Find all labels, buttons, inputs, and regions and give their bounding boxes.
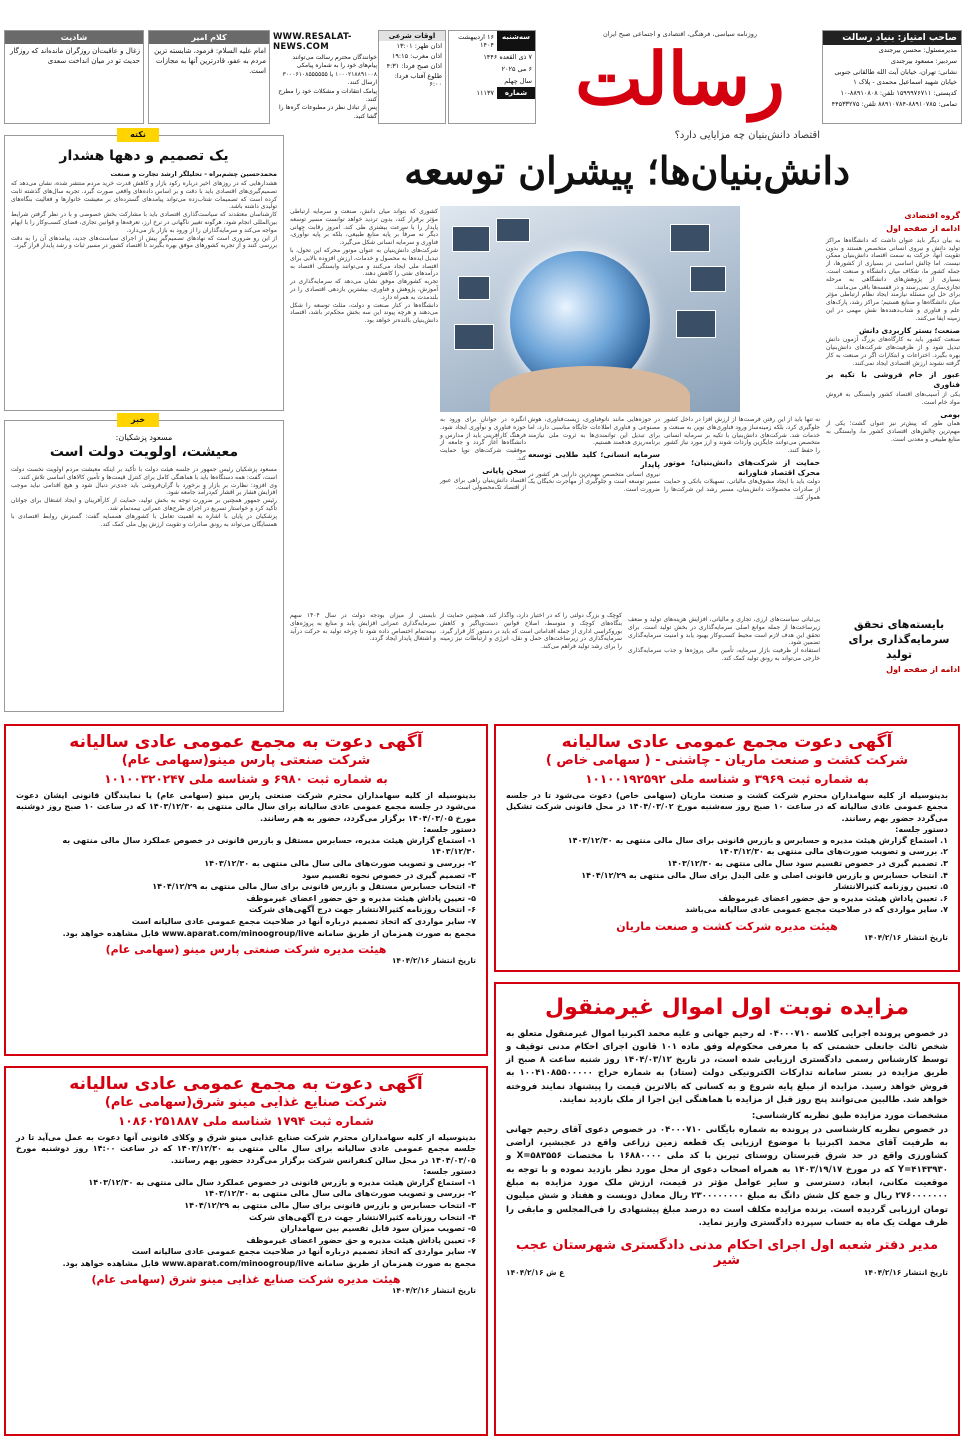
ad-mariyan-assembly [494,724,960,972]
ad-company: شرکت کشت و صنعت ماریان - چاشنی - ( سهامی خاص ) [545,753,909,769]
publisher-info-box [822,30,962,124]
ad-company: شرکت صنایع غذایی مینو شرق(سهامی عام) [104,1095,388,1111]
ad-pars-minoo-assembly [4,724,488,1056]
investment-column-e [440,612,622,712]
paragraph: اقتصاد دانش‌بنیان راهی برای عبور از اقتصاد تک‌محصولی است. [440,476,526,492]
paragraph: یکی از آسیب‌های اقتصاد کشور وابستگی به فروش مواد خام است. [826,390,960,406]
sms-info: پیامک انتقادات و مشکلات خود را مطرح کنند. [278,87,377,103]
prayer-times-box [378,30,446,124]
sms-info: ۱۰۰۰۲۱۸۸۹۱۰۰۸ یا ۳۰۰۰۶۱۰۸۵۵۵۵۵۵ ارسال کنند. [282,70,377,87]
note-byline: محمدحسین چشم‌براه - تحلیلگر ارشد تجارت و صنعت [110,170,277,178]
prayer-time: اذان صبح فردا: ۴:۳۱ [386,62,442,70]
agenda-item: ۴- انتخاب حسابرس مستقل و بازرس قانونی برای سال مالی منتهی به ۱۴۰۴/۱۲/۲۹ [152,882,476,892]
ad-title: آگهی دعوت مجمع عمومی عادی سالیانه [561,732,893,752]
ad-note: مجمع به صورت همزمان از طریق سامانه www.aparat.com/minoogroup/live قابل مشاهده خواهد بود. [62,928,476,938]
agenda-item: ۵- تصویب میزان سود قابل تقسیم بین سهامداران [280,1224,476,1234]
ad-note: مجمع به صورت همزمان از طریق سامانه www.aparat.com/minoogroup/live قابل مشاهده خواهد بود. [62,1259,476,1269]
paragraph: کوچک و بزرگ دولتی را که در اختیار دارد، واگذار کند. همچنین حمایت از بنگاه‌های کوچک و متوسط، اصلاح قوانین دست‌وپاگیر و کاهش بوروکراسی اداری از جمله اقداماتی است که باید در دستور کار قرار گیرد. سرمایه‌گذاری در زیرساخت‌های حمل و نقل، انرژی و ارتباطات نیز زمینه را برای رشد تولید فراهم می‌کند. [440,612,622,651]
story-column-a [290,208,438,602]
story-column-b [664,416,820,602]
agenda-item: ۳. تصمیم گیری در خصوص تقسیم سود سال مالی منتهی به ۱۴۰۳/۱۲/۳۰ [667,859,948,869]
publisher-line: صاحب امتیاز: بنیاد رسالت [823,31,961,45]
hand-image [490,366,690,412]
poem-box-shadi [4,30,144,124]
logo-wordmark: رسالت [575,36,785,121]
agenda-item: ۷- سایر مواردی که اتخاذ تصمیم درباره آنها در صلاحیت مجمع عمومی عادی سالیانه است [131,1247,476,1257]
ad-intro: بدینوسیله از کلیه سهامداران محترم شرکت صنایع غذایی مینو شرق و وکلای قانونی آنها دعوت به عمل می‌آید تا در جلسه مجمع عمومی عادی سالیانه برای سال مالی منتهی به ۱۴۰۳/۱۲/۳۰ که در ساعت ۱۴:۰۰ روز دوشنبه مورخ ۱۴۰۴/۰۳/۰۵ در محل سالن کنفرانس شرکت برگزار می‌گردد حضور بهم رسانند. [16,1133,476,1165]
newspaper-logo [538,30,822,124]
continued-label: ادامه از صفحه اول [886,665,960,674]
ad-title: مزایده نوبت اول اموال غیرمنقول [545,995,909,1020]
paragraph: نه تنها باید از این رفتن فرصت‌ها از ارزش افزا در داخل کشور جلوگیری کرد، بلکه زمینه‌ساز ورود فناوری‌های نوین به صنعت و خدمات شد. شرکت‌های دانش‌بنیان با تکیه بر سرمایه انسانی متخصص می‌توانند جایگزین واردات شوند و ارز مورد نیاز کشور را حفظ کنند. [664,416,820,455]
agenda-item: ۲- بررسی و تصویب صورت‌های مالی سال مالی منتهی به ۱۴۰۳/۱۲/۳۰ [204,1189,476,1199]
agenda-title: دستور جلسه: [423,824,476,834]
publisher-line: تمامی: ۸۸۹۱۰۷۸۵-۸۸۹۱۰۷۸۴ تلفن: ۴۴۵۳۳۲۷۵ [831,99,957,108]
agenda-item: ۱- استماع گزارش هیئت مدیره، حسابرس مستقل و بازرس قانونی در خصوص عملکرد سال مالی منتهی به ۱۴۰۳/۱۲/۳۰ [62,835,476,857]
agenda-item: ۶. تعیین پاداش هیئت مدیره و حق حضور اعضای غیرموظف [718,893,948,903]
agenda-item: ۲. بررسی و تصویب صورت‌های مالی منتهی به ۱۴۰۳/۱۲/۳۰ [718,847,948,857]
note-article [4,135,284,411]
prayer-times-title: اوقات شرعی [379,31,445,41]
paragraph: به بیان دیگر باید عنوان داشت که دانشگاه‌ها مراکز تولید دانش و نیروی انسانی متخصص هستند و بدون تقویت آنها، حرکت به سمت اقتصاد دانش‌بنیان ممکن نیست. اما چالش اساسی در بسیاری از کشورها، از جمله کشور ما، شکاف میان دانشگاه و صنعت است. بسیاری از پژوهش‌های دانشگاهی به مرحله تجاری‌سازی نمی‌رسند و در قفسه‌ها باقی می‌مانند. [826,236,960,291]
story-column-right [826,208,960,612]
ad-intro: بدینوسیله از کلیه سهامداران محترم شرکت صنعتی پارس مینو (سهامی عام) یا نمایندگان قانونی ایشان دعوت می‌شود در جلسه مجمع عمومی عادی سالیانه برای سال مالی منتهی به ۱۴۰۳/۱۲/۳۰ که در ساعت ۱۰ صبح روز دوشنبه مورخ ۱۴۰۴/۰۳/۰۵ برگزار می‌گردد، حضور به هم رسانند. [16,791,477,823]
paragraph: دانشگاه‌ها در کنار صنعت و دولت، مثلث توسعه را شکل می‌دهند و هرچه پیوند این سه بخش محکم‌تر باشد، اقتصاد دانش‌بنیان بالنده‌تر خواهد بود. [290,301,438,325]
paragraph: مسعود پزشکیان رئیس جمهور در جلسه هیئت دولت با تأکید بر اینکه معیشت مردم اولویت نخست دولت است، گفت: همه دستگاه‌ها باید با هماهنگی کامل برای کنترل قیمت‌ها و تأمین کالاهای اساسی تلاش کنند. [11,466,277,481]
story-photo [440,206,740,412]
paragraph: بی‌ثباتی سیاست‌های ارزی، تجاری و مالیاتی، افزایش هزینه‌های تولید و ضعف زیرساخت‌ها از جمله موانع اصلی سرمایه‌گذاری در بخش تولید است. برای تحقق این هدف لازم است محیط کسب‌وکار بهبود یابد و امنیت سرمایه‌گذاری تضمین شود. [628,616,820,647]
property-description: در خصوص نظریه کارشناسی در پرونده به شماره بایگانی ۰۴۰۰۰۷۱۰ در خصوص دعوی آقای رحیم جهانی به طرفیت آقای محمد اکبرنیا با موضوع ارزیابی یک قطعه زمین زراعی واقع در عجبشیر، اراضی کشاورزی واقع در حد شرق قبرستان روستای تیرین با کد ملی ۱۶۸۸۰۰۰۰ با مختصات X=۵۸۳۵۵۶ و Y=۴۱۴۳۹۳۰ که در مورخ ۱۴۰۳/۱۹/۱۷ به همراه اصحاب دعوی از محل مورد نظر بازدید نموده و با توجه به موقعیت مکانی، ابعاد، دسترسی و سایر عوامل مؤثر در قیمت، ارزش ملک مورد مزایده به مبلغ ۲۷۶۰۰۰۰۰۰۰ ریال و جمع کل شش دانگ به مبلغ ۲۳۰۰۰۰۰۰۰۰ ریال معادل دویست و هفتاد و شش میلیون تومان ارزیابی گردیده است. برنده مزایده مکلف است ده درصد مبلغ پیشنهادی را فی‌المجلس و مابقی را ظرف مهلت یک ماه به حساب سپرده دادگستری واریز نماید. [506,1124,948,1228]
agenda-item: ۳- تصمیم گیری در خصوص نحوه تقسیم سود [302,870,476,880]
story-column-c [528,416,660,602]
website-box [273,30,377,124]
news-tag: خبر [117,413,159,427]
date-value: ۷ ذی القعده ۱۴۴۶ [483,53,532,61]
paragraph: از این رو ضروری است که نهادهای تصمیم‌گیر پیش از اجرای سیاست‌های جدید، پیامدهای آن را به دقت بررسی کنند و از تجربه کشورهای موفق بهره بگیرند تا اقتصاد کشور در مسیر ثبات و رشد پایدار قرار گیرد. [11,234,277,250]
ad-intro: در خصوص پرونده اجرایی کلاسه ۰۴۰۰۰۷۱۰ له رحیم جهانی و علیه محمد اکبرنیا اموال غیرمنقول متعلق به شخص ثالث جانعلی حشمتی که با معرفی محکوم‌له وفق ماده ۱۰۱ قانون اجرای احکام مدنی توقیف و توسط کارشناس رسمی دادگستری ارزیابی شده است، در تاریخ ۱۴۰۴/۰۳/۱۲ روز شنبه ساعت ۸ صبح از طریق مزایده در بستر سامانه تدارکات الکترونیکی دولت (ستاد) به شماره حراج ۱۰۰۴۱۰۸۵۵۰۰۰۰۰ به فروش خواهد رسید. مزایده از مبلغ پایه شروع و به کسانی که بالاترین قیمت را پیشنهاد نمایند فروخته خواهد شد. طالبین می‌توانند پنج روز قبل از مزایده با هماهنگی این اجرا از ملک بازدید نمایند. [506,1028,948,1106]
paragraph: هشدارهایی که در روزهای اخیر درباره رکود بازار و کاهش قدرت خرید مردم منتشر شده، نشان می‌دهد که تصمیم‌گیری‌های اقتصادی باید با دقت و بر اساس داده‌های واقعی صورت گیرد. تجربه سال‌های گذشته ثابت کرده است که تصمیمات شتاب‌زده می‌تواند پیامدهای گسترده‌ای بر معیشت خانوارها و فعالیت بنگاه‌های تولیدی داشته باشد. [11,180,277,211]
issue-label: شماره [497,87,535,99]
sms-info: پس از تبادل نظر در مطبوعات گره‌ها را گشا کنید. [278,104,377,120]
poem-box-title: شادیت [5,31,143,44]
ad-signature: هیئت مدیره شرکت صنعتی پارس مینو (سهامی عام) [105,942,387,956]
prayer-time: اذان ظهر: ۱۳:۰۱ [396,42,442,50]
prayer-time: طلوع آفتاب فردا: ۶:۰۰ [394,72,442,88]
ad-date: تاریخ انتشار ۱۴۰۴/۲/۱۶ [391,1286,476,1296]
weekday: سه‌شنبه [497,31,535,51]
agenda-title: دستور جلسه: [423,1166,476,1176]
publisher-line: نشانی: تهران، خیابان آیت الله طالقانی جنوبی [834,67,957,76]
note-tag: نکته [117,128,159,142]
ad-registration: به شماره ثبت ۳۹۶۹ و شناسه ملی ۱۰۱۰۰۱۹۲۵۹۲ [585,772,869,787]
subheading: بومی [940,409,960,419]
article-body [628,616,820,663]
ad-minoo-shargh-assembly [4,1066,488,1436]
agenda-item: ۵. تعیین روزنامه کثیرالانتشار [833,882,948,892]
news-pretitle: مسعود پزشکیان: [115,433,173,442]
paragraph: صنعت کشور باید به کارگاه‌های بزرگ آزمون دانش تبدیل شود و از ظرفیت‌های شرکت‌های دانش‌بنیان بهره بگیرد. اختراعات و ابتکارات اگر در صنعت به کار گرفته نشوند ارزش اقتصادی ایجاد نمی‌کنند. [826,336,960,367]
ad-title: آگهی دعوت به مجمع عمومی عادی سالیانه [69,732,423,752]
logo-motto: روزنامه سیاسی، فرهنگی، اقتصادی و اجتماعی صبح ایران [602,30,758,38]
main-headline[interactable]: دانش‌بنیان‌ها؛ پیشران توسعه [404,148,850,193]
agenda-item: ۱- استماع گزارش هیئت مدیره و بازرس قانونی در خصوص عملکرد سال مالی منتهی به ۱۴۰۳/۱۲/۳۰ [88,1177,476,1187]
agenda-item: ۳- انتخاب حسابرس و بازرس قانونی برای سال مالی منتهی به ۱۴۰۴/۱۲/۲۹ [184,1201,476,1211]
paragraph: وی افزود: نظارت بر بازار و برخورد با گران‌فروشی باید جدی‌تر دنبال شود و هیچ اقدامی نباید موجب افزایش فشار بر اقشار کم‌درآمد جامعه شود. [11,481,277,497]
issue-number: ۱۱۱۳۷ [476,89,494,97]
section-label: گروه اقتصادی [904,211,960,220]
ad-real-estate-auction [494,982,960,1436]
news-article [4,420,284,712]
quote-box-kalam [148,30,270,124]
publisher-line: مدیرمسئول: محسن بیرجندی [878,46,957,54]
paragraph: کارشناسان معتقدند که سیاست‌گذاری اقتصادی باید با مشارکت بخش خصوصی و با در نظر گرفتن شرایط بین‌المللی انجام شود. هرگونه تغییر ناگهانی در نرخ ارز، تعرفه‌ها و قوانین تجاری، فضای کسب‌وکار را با ابهام مواجه می‌کند و سرمایه‌گذاران را از ورود به بازار باز می‌دارد. [11,211,277,234]
agenda-item: ۶- تعیین پاداش هیئت مدیره و حق حضور اعضای غیرموظف [246,1235,476,1245]
subheading: صنعت؛ بستر کاربردی دانش [858,325,960,335]
website-url[interactable]: WWW.RESALAT-NEWS.COM [273,32,352,52]
subheading: حمایت از شرکت‌های دانش‌بنیان؛ موتور محرک اقتصاد فناورانه [664,457,820,477]
ad-registration: به شماره ثبت ۶۹۸۰ و شناسه ملی ۱۰۱۰۰۳۲۰۲۴۷ [104,772,388,787]
agenda-item: ۷. سایر مواردی که در صلاحیت مجمع عمومی عادی سالیانه می‌باشد [685,905,948,915]
date-box [448,30,536,124]
ad-title: آگهی دعوت به مجمع عمومی عادی سالیانه [69,1074,423,1094]
property-desc-title: مشخصات مورد مزایده طبق نظریه کارشناسی: [751,1111,948,1122]
subheading: سرمایه انسانی؛ کلید طلایی توسعه پایدار [528,450,660,469]
investment-article [626,612,960,712]
poem-text: زغال و عاقبت‌ان روزگران مانده‌اند که روزگار حدیث تو در میان انداخت سعدی [10,47,140,65]
agenda-title: دستور جلسه: [895,824,948,834]
story-kicker: اقتصاد دانش‌بنیان چه مزایایی دارد؟ [674,130,820,141]
ad-company: شرکت صنعتی پارس مینو(سهامی عام) [121,753,371,769]
quote-box-title: کلام امیر [149,31,269,44]
agenda-item: ۴. انتخاب حسابرس و بازرس قانونی اصلی و علی البدل برای سال مالی منتهی به ۱۴۰۴/۱۲/۲۹ [581,870,948,880]
paragraph: بایستی از میزان بودجه دولت در سال ۱۴۰۴ سهم سرمایه‌گذاری عمرانی افزایش یابد و منابع به پروژه‌های نیمه‌تمام اختصاص داده شود تا چرخه تولید به حرکت درآید و اشتغال پایدار ایجاد گردد. [290,612,436,643]
subheading: عبور از خام فروشی با تکیه بر فناوری [826,370,960,390]
ad-intro: بدینوسیله از کلیه سهامداران محترم شرکت کشت و صنعت ماریان (سهامی خاص) دعوت می‌شود تا در جلسه مجمع عمومی عادی سالیانه که در ساعت ۱۰ صبح روز سه‌شنبه مورخ ۱۴۰۴/۰۳/۰۲ در محل قانونی شرکت تشکیل می‌گردد حضور بهم رسانند. [506,791,948,823]
agenda-list [506,835,948,916]
news-title[interactable]: معیشت، اولویت دولت است [49,444,239,460]
agenda-item: ۱. استماع گزارش هیئت مدیره و حسابرس و بازرس قانونی برای سال مالی منتهی به ۱۴۰۳/۱۲/۳۰ [567,835,948,845]
prayer-time: اذان مغرب: ۱۹:۱۵ [391,52,442,60]
ad-signature: هیئت مدیره شرکت کشت و صنعت ماریان [616,920,838,934]
ad-code: ع ش ۱۴۰۴/۲/۱۶ [506,1268,565,1278]
agenda-item: ۶- انتخاب روزنامه کثیرالانتشار جهت درج آگهی‌های شرکت [248,905,476,915]
date-value: سال چهلم [504,77,532,85]
paragraph: در حوزه‌هایی مانند نانوفناوری، زیست‌فناوری، هوش مصنوعی و فناوری اطلاعات جایگاه مناسبی دارد، اما برای تبدیل این توانمندی‌ها به ثروت ملی نیازمند برنامه‌ریزی هدفمند هستیم. [528,416,660,447]
note-title[interactable]: یک تصمیم و دهها هشدار [59,148,229,164]
paragraph: برای حل این مسئله نیازمند ایجاد نظام ارتباطی مؤثر میان دانشگاه‌ها و صنایع هستیم؛ مراکز رشد، پارک‌های علم و فناوری و شتاب‌دهنده‌ها نقش مهمی در این زمینه ایفا می‌کنند. [826,291,960,322]
paragraph: استفاده از ظرفیت بازار سرمایه، تأمین مالی پروژه‌ها و جذب سرمایه‌گذاری خارجی می‌تواند به رونق تولید کمک کند. [628,647,820,662]
investment-column-f [290,612,436,712]
paragraph: تجربه کشورهای موفق نشان می‌دهد که سرمایه‌گذاری در آموزش، پژوهش و فناوری، بیشترین بازدهی اقتصادی را در بلندمدت به همراه دارد. [290,278,438,301]
paragraph: انگیزه در جوانان برای ورود به حوزه فناوری و نوآوری ایجاد شود. فرهنگ کارآفرینی باید از مدارس و دانشگاه‌ها آغاز گردد و جامعه از موفقیت شرکت‌های نوپا حمایت کند. [440,416,526,462]
paragraph: دولت باید با ایجاد مشوق‌های مالیاتی، تسهیلات بانکی و حمایت از صادرات محصولات دانش‌بنیان، مسیر رشد این شرکت‌ها را هموار کند. [664,478,820,502]
agenda-list [16,835,476,928]
ad-signature: هیئت مدیره شرکت صنایع غذایی مینو شرق (سهامی عام) [91,1273,401,1287]
agenda-item: ۵- تعیین پاداش هیئت مدیره و حق حضور اعضای غیرموظف [246,893,476,903]
story-column-d [440,416,526,602]
article-title[interactable]: بایسته‌های تحقق سرمایه‌گذاری برای تولید [848,618,950,661]
publisher-line: کدپستی: ۱۵۹۹۹۷۶۷۱۱ تلفن: ۸۸۹۱۰۸۰۸-۱۰ [840,89,957,98]
date-value: ۶ می ۲۰۲۵ [501,65,532,73]
paragraph: پزشکیان در پایان با اشاره به اهمیت تعامل با کشورهای همسایه گفت: گسترش روابط اقتصادی با همسایگان می‌تواند به رونق صادرات و تقویت ارزش پول ملی کمک کند. [11,512,277,528]
quote-text: امام علیه السلام: فرمود، شایسته ترین مردم به عفو، قادرترین آنها به مجازات است. [154,47,266,75]
publisher-line: سردبیر: مسعود بیرجندی [890,56,957,65]
publisher-line: خیابان شهید اسماعیل محمدی - پلاک ۱ [853,78,957,87]
paragraph: شرکت‌های دانش‌بنیان به عنوان موتور محرکه این تحول، با تبدیل ایده‌ها به محصول و خدمات، ارزش افزوده بالایی برای اقتصاد ملی ایجاد می‌کنند و می‌توانند وابستگی اقتصاد به درآمدهای نفتی را کاهش دهند. [290,246,438,278]
agenda-item: ۷- سایر مواردی که اتخاذ تصمیم درباره آنها در صلاحیت مجمع عمومی عادی سالیانه است [131,917,476,927]
sms-info: خوانندگان محترم رسالت می‌توانند پیام‌های خود را به شماره پیامکی [292,54,377,70]
paragraph: نیروی انسانی متخصص مهم‌ترین دارایی هر کشور در مسیر توسعه است و جلوگیری از مهاجرت نخبگان یک ضرورت است. [528,470,660,494]
ad-date: تاریخ انتشار ۱۴۰۴/۲/۱۶ [863,933,948,943]
ad-registration: شماره ثبت ۱۷۹۴ شناسه ملی ۱۰۸۶۰۲۵۱۸۸۷ [118,1114,374,1129]
ad-date: تاریخ انتشار ۱۴۰۴/۲/۱۶ [863,1268,948,1278]
ad-date: تاریخ انتشار ۱۴۰۴/۲/۱۶ [391,955,476,965]
agenda-list [16,1177,476,1258]
subheading: سخن پایانی [482,465,526,475]
paragraph: همان طور که پیش‌تر نیز عنوان گشت؛ یکی از مهم‌ترین چالش‌های اقتصادی کشور ما، وابستگی به منابع طبیعی و معدنی است. [826,420,960,443]
agenda-item: ۲- بررسی و تصویب صورت‌های مالی سال مالی منتهی به ۱۴۰۳/۱۲/۳۰ [204,859,476,869]
continued-label: ادامه از صفحه اول [886,224,960,234]
agenda-item: ۴- انتخاب روزنامه کثیرالانتشار جهت درج آگهی‌های شرکت [248,1212,476,1222]
paragraph: کشوری که بتواند میان دانش، صنعت و سرمایه ارتباطی مؤثر برقرار کند، بدون تردید خواهد توانست مسیر توسعه پایدار را با سرعت بیشتری طی کند. امروز رقابت جهانی دیگر نه صرفاً بر پایه منابع طبیعی، بلکه بر پایه نوآوری، فناوری و سرمایه انسانی شکل می‌گیرد. [290,208,438,247]
paragraph: رئیس جمهور همچنین بر ضرورت توجه به بخش تولید، حمایت از کارآفرینان و ایجاد اشتغال برای جوانان تأکید کرد و خواستار تسریع در اجرای طرح‌های عمرانی نیمه‌تمام شد. [11,497,277,512]
date-value: ۱۶ اردیبهشت ۱۴۰۴ [458,33,494,49]
ad-signature: مدیر دفتر شعبه اول اجرای احکام مدنی دادگستری شهرستان عجب شیر [515,1238,939,1269]
